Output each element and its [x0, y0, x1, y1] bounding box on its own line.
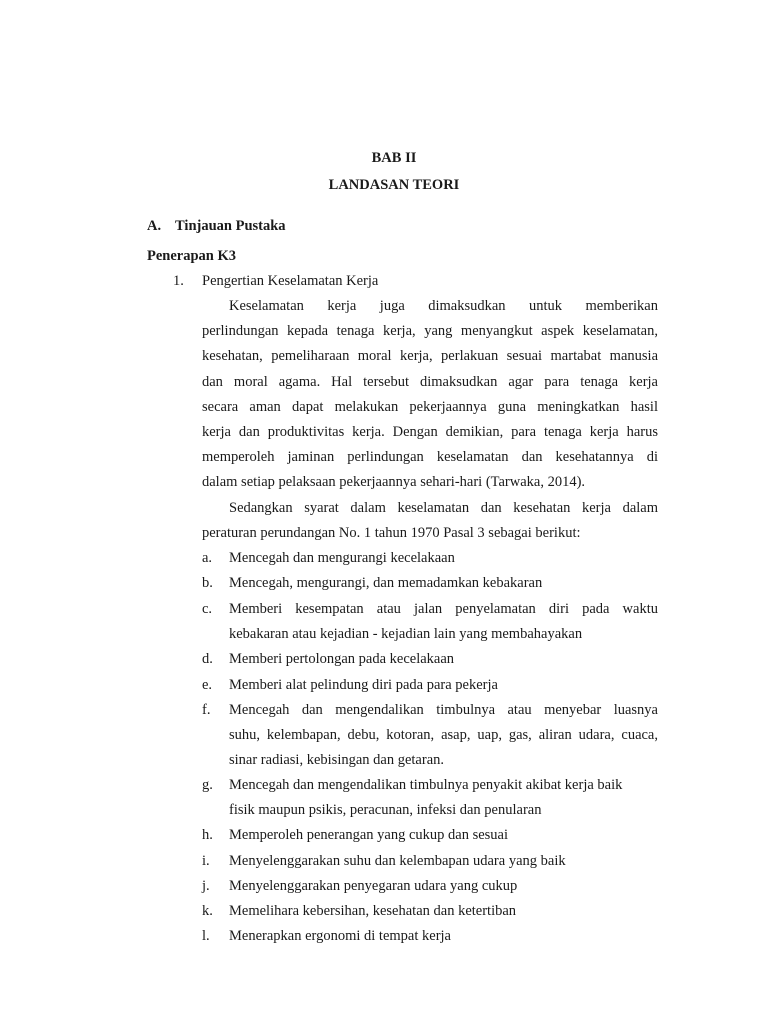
chapter-title: LANDASAN TEORI	[328, 177, 460, 193]
paragraph-line: memperoleh jaminan perlindungan keselamatan dan kesehatannya di	[202, 449, 658, 465]
list-marker: d.	[202, 651, 213, 667]
paragraph-line: peraturan perundangan No. 1 tahun 1970 Pasal 3 sebagai berikut:	[202, 525, 581, 541]
list-marker: g.	[202, 777, 213, 793]
list-marker: f.	[202, 702, 211, 718]
list-item-continuation: sinar radiasi, kebisingan dan getaran.	[229, 752, 445, 768]
list-item-continuation: suhu, kelembapan, debu, kotoran, asap, uap, gas, aliran udara, cuaca,	[229, 727, 658, 743]
list-item: Menyelenggarakan suhu dan kelembapan udara yang baik	[229, 853, 566, 869]
list-item-continuation: kebakaran atau kejadian - kejadian lain yang membahayakan	[229, 626, 583, 642]
list-marker: e.	[202, 677, 213, 693]
item1-title: Pengertian Keselamatan Kerja	[202, 273, 379, 289]
list-marker: b.	[202, 575, 213, 591]
section-marker: A.	[147, 218, 162, 234]
chapter-number: BAB II	[371, 150, 417, 166]
section-title: Tinjauan Pustaka	[175, 218, 286, 234]
list-marker: h.	[202, 827, 213, 843]
list-item: Mencegah dan mengendalikan timbulnya atau menyebar luasnya	[229, 702, 658, 718]
subsection-title: Penerapan K3	[147, 248, 237, 264]
paragraph-line: secara aman dapat melakukan pekerjaannya guna meningkatkan hasil	[202, 399, 658, 415]
list-item: Memberi kesempatan atau jalan penyelamatan diri pada waktu	[229, 601, 658, 617]
list-item: Menerapkan ergonomi di tempat kerja	[229, 928, 451, 944]
list-item: Memberi alat pelindung diri pada para pekerja	[229, 677, 498, 693]
list-marker: c.	[202, 601, 213, 617]
list-item-continuation: fisik maupun psikis, peracunan, infeksi dan penularan	[229, 802, 542, 818]
paragraph-line: dan moral agama. Hal tersebut dimaksudkan agar para tenaga kerja	[202, 374, 658, 390]
list-item: Mencegah dan mengendalikan timbulnya penyakit akibat kerja baik	[229, 777, 623, 793]
paragraph-line: Sedangkan syarat dalam keselamatan dan kesehatan kerja dalam	[229, 500, 658, 516]
list-marker: a.	[202, 550, 213, 566]
list-item: Memelihara kebersihan, kesehatan dan ketertiban	[229, 903, 517, 919]
list-item: Memperoleh penerangan yang cukup dan sesuai	[229, 827, 509, 843]
list-item: Menyelenggarakan penyegaran udara yang cukup	[229, 878, 518, 894]
list-item: Memberi pertolongan pada kecelakaan	[229, 651, 455, 667]
list-marker: k.	[202, 903, 213, 919]
paragraph-line: kesehatan, pemeliharaan moral kerja, perlakuan sesuai martabat manusia	[202, 348, 658, 364]
paragraph-line: dalam setiap pelaksaan pekerjaannya sehari-hari (Tarwaka, 2014).	[202, 474, 586, 490]
list-item: Mencegah, mengurangi, dan memadamkan kebakaran	[229, 575, 543, 591]
paragraph-line: kerja dan produktivitas kerja. Dengan demikian, para tenaga kerja harus	[202, 424, 658, 440]
list-item: Mencegah dan mengurangi kecelakaan	[229, 550, 455, 566]
list-marker: i.	[202, 853, 210, 869]
list-marker: j.	[202, 878, 210, 894]
list-marker: l.	[202, 928, 210, 944]
paragraph-line: perlindungan kepada tenaga kerja, yang menyangkut aspek keselamatan,	[202, 323, 658, 339]
paragraph-line: Keselamatan kerja juga dimaksudkan untuk memberikan	[229, 298, 658, 314]
item1-marker: 1.	[173, 273, 184, 289]
